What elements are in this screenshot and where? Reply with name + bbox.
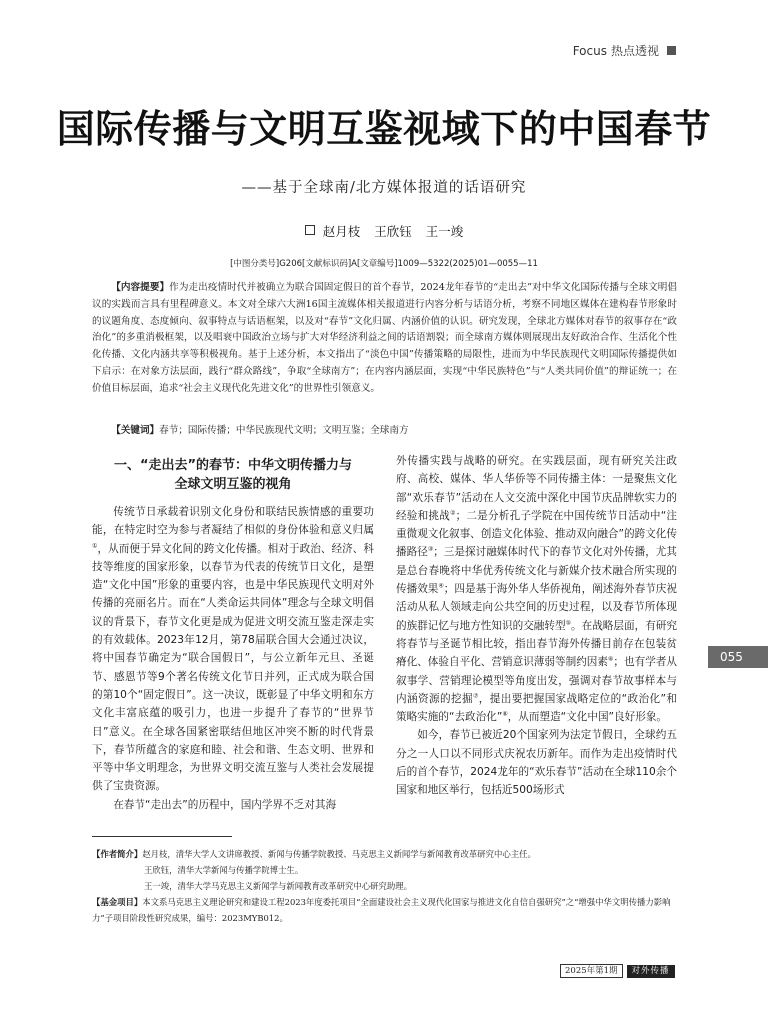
author-note: 王一竣，清华大学马克思主义新闻学与新闻教育改革研究中心研究助理。: [144, 881, 412, 891]
section-heading: [92, 456, 374, 494]
note-text: 赵月枝，清华大学人文讲席教授、新闻与传播学院教授、马克思主义新闻学与新闻教育改革研究中心主任。: [142, 849, 536, 859]
notes-divider: [92, 836, 232, 837]
journal-logo: 对外传播: [627, 965, 675, 978]
footnote-mark: ①: [92, 542, 98, 550]
body-column-right: [396, 452, 677, 800]
paragraph: 传统节日承载着识别文化身份和联结民族情感的重要功能，在特定时空为参与者凝结了相似的身份体验和意义归属①，从而便于异文化间的跨文化传播。相对于政治、经济、科技等维度的国家形象，以春节为代表的传统节日文化，是塑造“文化中国”形象的重要内容，也是中华民族现代文明对外传播的亮丽名片。而在“人类命运共同体”理念与全球文明倡议的背景下，春节文化更是成为促进文明交流互鉴走深走实的有效载体。2023年12月，第78届联合国大会通过决议，将中国春节确定为“联合国假日”，与公立新年元旦、圣诞节、感恩节等9个著名传统文化节日并列，正式成为联合国的第10个“固定假日”。这一决议，既彰显了中华文明和东方文化丰富底蕴的吸引力，也进一步提升了春节的“世界节日”意义。在全球各国紧密联结但地区冲突不断的时代背景下，春节所蕴含的家庭和睦、社会和谐、生态文明、世界和平等中华文明理念，为世界文明交流互鉴与人类社会发展提供了宝贵资源。: [92, 506, 374, 793]
footnote-mark: ⑦: [472, 692, 479, 700]
keywords-text: 春节；国际传播；中华民族现代文明；文明互鉴；全球南方: [159, 425, 409, 436]
author-name: 王欣钰: [374, 224, 412, 239]
paragraph: 在春节“走出去”的历程中，国内学界不乏对其海: [113, 798, 337, 811]
note-label: 【作者简介】: [92, 849, 143, 859]
abstract-text: 作为走出疫情时代并被确立为联合国固定假日的首个春节，2024龙年春节的“走出去”对中华文化国际传播与全球文明倡议的实践而言具有里程碑意义。本文对全球六大洲16国主流媒体相关报道进行内容分析与话语分析，考察不同地区媒体在建构春节形象时的议题角度、态度倾向、叙事特点与话语框架，以及对“春节”文化归属、内涵价值的认识。研究发现，全球北方媒体对春节的叙事存在“政治化”的多重消极框架，以及唱衰中国政治立场与扩大对华经济利益之间的话语割裂；而全球南方媒体则展现出友好政治合作、生活化个性化传播、文化内涵共享等积极视角。基于上述分析，本文指出了“淡色中国”传播策略的局限性，进而为中华民族现代文明国际传播提供如下启示：在对象方法层面，践行“群众路线”，争取“全球南方”；在内容内涵层面，实现“中华民族特色”与“人类共同价值”的辩证统一；在价值目标层面，追求“社会主义现代化先进文化”的世界性引领意义。: [92, 282, 677, 394]
article-title: 国际传播与文明互鉴视域下的中国春节: [56, 107, 712, 151]
body-column-left: [92, 456, 374, 814]
abstract-label: 【内容提要】: [111, 282, 170, 293]
footnote-mark: ⑤: [565, 619, 571, 627]
footnote-mark: ⑧: [502, 710, 508, 718]
section-header: [573, 42, 676, 59]
section-heading-line: 一、“走出去”的春节：中华文明传播力与: [113, 458, 353, 473]
paragraph: 外传播实践与战略的研究。在实践层面，现有研究关注政府、高校、媒体、华人华侨等不同传播主体：一是聚焦文化部“欢乐春节”活动在人文交流中深化中国节庆品牌软实力的经验和挑战②；二是分析孔子学院在中国传统节日活动中“注重微观文化叙事、创造文化体验、推动双向融合”的跨文化传播路径③；三是探讨融媒体时代下的春节文化对外传播，尤其是总台春晚将中华优秀传统文化与新媒介技术融合所实现的传播效果④；四是基于海外华人华侨视角，阐述海外春节庆祝活动从私人领域走向公共空间的历史过程，以及春节所体现的族群记忆与地方性知识的交融转型⑤。在战略层面，有研究将春节与圣诞节相比较，指出春节海外传播目前存在包装贫瘠化、体验自平化、营销意识薄弱等制约因素⑥；也有学者从叙事学、营销理论模型等角度出发，强调对春节故事样本与内涵资源的挖掘⑦，提出要把握国家战略定位的“政治化”和策略实施的“去政治化”⑧，从而塑造“文化中国”良好形象。: [396, 455, 678, 724]
author-list: [0, 222, 768, 240]
abstract: [92, 280, 677, 398]
footnote-mark: ⑥: [608, 655, 614, 663]
keywords: [92, 423, 677, 439]
fund-note: [92, 894, 677, 926]
footnote-mark: ②: [449, 509, 456, 517]
issue-label: 2025年第1期: [560, 964, 623, 978]
section-heading-line: 全球文明互鉴的视角: [174, 477, 292, 492]
page-number-tab: 055: [708, 646, 768, 668]
author-notes: [92, 846, 677, 926]
author-note: [92, 846, 677, 862]
author-note: 王欣钰，清华大学新闻与传播学院博士生。: [144, 865, 304, 875]
footnote-mark: ③: [427, 545, 434, 553]
author-box-icon: [305, 225, 315, 235]
author-name: 王一竣: [425, 224, 464, 239]
article-subtitle: ——基于全球南/北方媒体报道的话语研究: [241, 180, 527, 196]
section-label: 热点透视: [610, 44, 659, 58]
author-name: 赵月枝: [322, 224, 361, 239]
classification-line: [中图分类号]G206[文献标识码]A[文章编号]1009—5322(2025)01—0055—11: [230, 259, 538, 269]
footnote-mark: ④: [438, 582, 444, 590]
note-text: 本文系马克思主义理论研究和建设工程2023年度委托项目“全面建设社会主义现代化国家与推进文化自信自强研究”之“增强中华文明传播力影响力”子项目阶段性研究成果，编号：2023MYB012。: [92, 897, 671, 923]
note-label: 【基金项目】: [92, 897, 143, 907]
keywords-label: 【关键词】: [111, 425, 160, 436]
focus-label: Focus: [572, 43, 607, 58]
square-icon: [667, 46, 676, 55]
page-footer: [560, 964, 675, 978]
paragraph: 如今，春节已被近20个国家列为法定节假日，全球约五分之一人口以不同形式庆祝农历新年。而作为走出疫情时代后的首个春节，2024龙年的“欢乐春节”活动在全球110余个国家和地区举行，包括近500场形式: [396, 729, 677, 797]
